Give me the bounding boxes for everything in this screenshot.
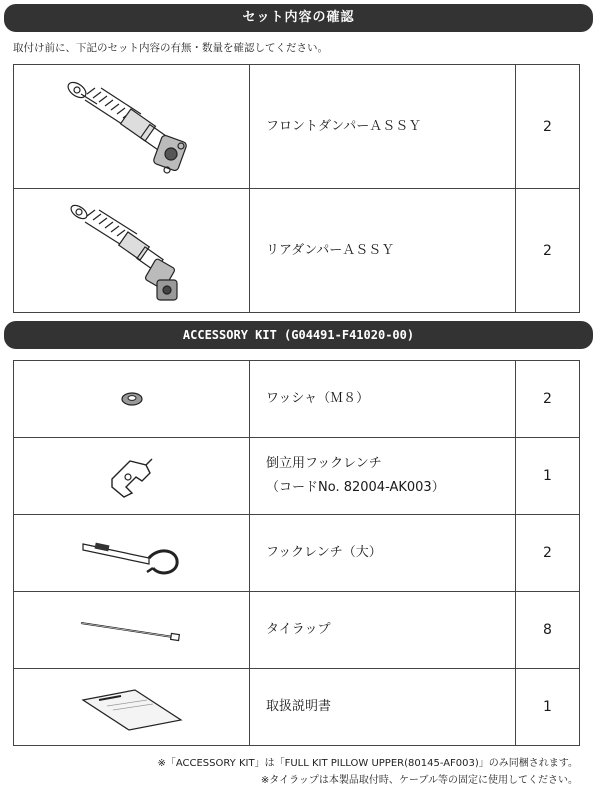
washer-illustration — [112, 384, 152, 414]
item-quantity: 2 — [543, 545, 552, 561]
item-name: ワッシャ（Ｍ８） — [266, 391, 370, 406]
item-quantity: 2 — [543, 391, 552, 407]
table-row — [14, 669, 580, 746]
item-quantity: 2 — [543, 242, 552, 259]
manual-illustration — [77, 682, 187, 732]
hook-wrench-illustration — [77, 528, 187, 578]
section-header-accessory-kit — [4, 321, 593, 349]
item-name: 取扱説明書 — [266, 699, 332, 714]
item-quantity: 8 — [543, 622, 552, 638]
accessory-kit-table — [13, 360, 580, 746]
item-name: 倒立用フックレンチ — [266, 456, 382, 471]
item-code: （コードNo. 82004-AK003） — [266, 480, 445, 495]
rear-damper-illustration — [57, 196, 207, 306]
section-header-set-contents — [4, 4, 593, 32]
intro-text: 取付け前に、下記のセット内容の有無・数量を確認してください。 — [13, 42, 328, 54]
item-name: タイラップ — [266, 622, 331, 637]
item-name: フロントダンパーＡＳＳＹ — [266, 118, 422, 134]
table-row — [14, 189, 580, 313]
cable-tie-illustration — [77, 615, 187, 645]
footnote: ※タイラップは本製品取付時、ケーブル等の固定に使用してください。 — [260, 775, 578, 786]
table-row — [14, 438, 580, 515]
item-quantity: 1 — [543, 699, 552, 715]
footnote: ※「ACCESSORY KIT」は「FULL KIT PILLOW UPPER(80145-AF003)」のみ同梱されます。 — [157, 758, 578, 769]
item-name: リアダンパーＡＳＳＹ — [266, 242, 395, 258]
section-title: ACCESSORY KIT (G04491-F41020-00) — [182, 328, 415, 342]
footnotes — [157, 755, 578, 789]
table-row — [14, 592, 580, 669]
item-quantity: 2 — [543, 118, 552, 135]
front-damper-illustration — [57, 72, 207, 182]
set-contents-table — [13, 64, 580, 313]
item-name: フックレンチ（大） — [266, 545, 382, 560]
table-row — [14, 65, 580, 189]
section-title: セット内容の確認 — [242, 10, 355, 25]
inverted-hook-wrench-illustration — [102, 451, 162, 501]
item-quantity: 1 — [543, 468, 552, 484]
table-row — [14, 361, 580, 438]
table-row — [14, 515, 580, 592]
